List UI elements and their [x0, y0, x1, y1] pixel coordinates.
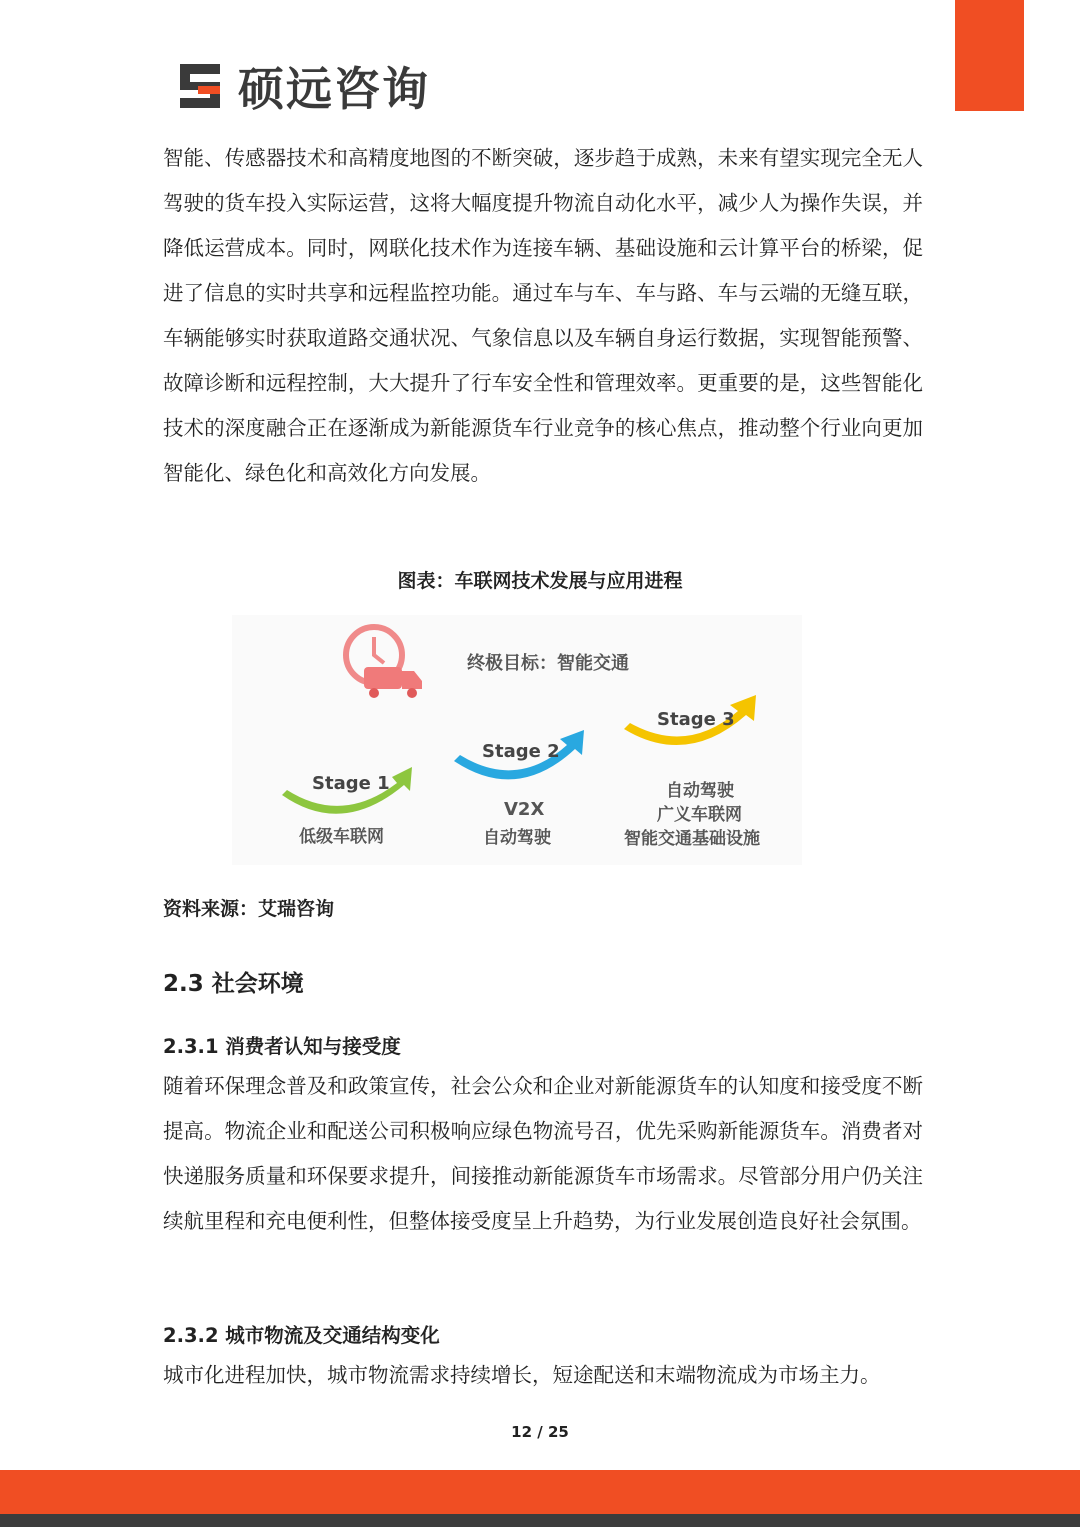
stage1-label: Stage 1 — [312, 773, 390, 794]
subsection-2-paragraph: 城市化进程加快，城市物流需求持续增长，短途配送和末端物流成为市场主力。 — [163, 1363, 881, 1387]
stage3-desc-1: 自动驾驶 — [666, 781, 734, 801]
stage2-desc-1: V2X — [504, 799, 545, 820]
stage2-label: Stage 2 — [482, 741, 560, 762]
subsection-heading-2: 2.3.2 城市物流及交通结构变化 — [163, 1324, 440, 1347]
footer-dark-strip — [0, 1514, 1080, 1527]
stage3-desc-3: 智能交通基础设施 — [624, 829, 760, 849]
page-number: 12 / 25 — [511, 1423, 569, 1441]
intro-paragraph: 智能、传感器技术和高精度地图的不断突破，逐步趋于成熟，未来有望实现完全无人驾驶的货车投入实际运营，这将大幅度提升物流自动化水平，减少人为操作失误，并降低运营成本。同时，网联化技术作为连接车辆、基础设施和云计算平台的桥梁，促进了信息的实时共享和远程监控功能。通过车与车、车与路、车与云端的无缝互联，车辆能够实时获取道路交通状况、气象信息以及车辆自身运行数据，实现智能预警、故障诊断和远程控制，大大提升了行车安全性和管理效率。更重要的是，这些智能化技术的深度融合正在逐渐成为新能源货车行业竞争的核心焦点，推动整个行业向更加智能化、绿色化和高效化方向发展。 — [163, 146, 923, 485]
subsection-heading-1: 2.3.1 消费者认知与接受度 — [163, 1035, 401, 1058]
figure-source: 资料来源：艾瑞咨询 — [163, 898, 335, 920]
header-accent-block — [955, 0, 1024, 111]
section-heading: 2.3 社会环境 — [163, 971, 304, 997]
stage2-desc-2: 自动驾驶 — [483, 828, 551, 848]
figure-image — [232, 615, 802, 865]
logo — [176, 60, 430, 116]
logo-mark-icon — [176, 60, 228, 112]
subsection-1-paragraph: 随着环保理念普及和政策宣传，社会公众和企业对新能源货车的认知度和接受度不断提高。物流企业和配送公司积极响应绿色物流号召，优先采购新能源货车。消费者对快递服务质量和环保要求提升，间接推动新能源货车市场需求。尽管部分用户仍关注续航里程和充电便利性，但整体接受度呈上升趋势，为行业发展创造良好社会氛围。 — [163, 1074, 923, 1233]
logo-text: 硕远咨询 — [238, 62, 430, 116]
subsection-1-body — [163, 1064, 923, 1244]
clock-truck-icon — [346, 627, 422, 698]
footer-bar — [0, 1470, 1080, 1514]
stage3-desc-2: 广义车联网 — [657, 805, 742, 825]
intro-section — [163, 136, 923, 496]
subsection-2-body — [163, 1353, 933, 1398]
figure-caption: 图表：车联网技术发展与应用进程 — [397, 570, 683, 592]
stage1-desc: 低级车联网 — [299, 827, 384, 847]
goal-label: 终极目标：智能交通 — [467, 653, 629, 674]
stage3-label: Stage 3 — [657, 709, 735, 730]
